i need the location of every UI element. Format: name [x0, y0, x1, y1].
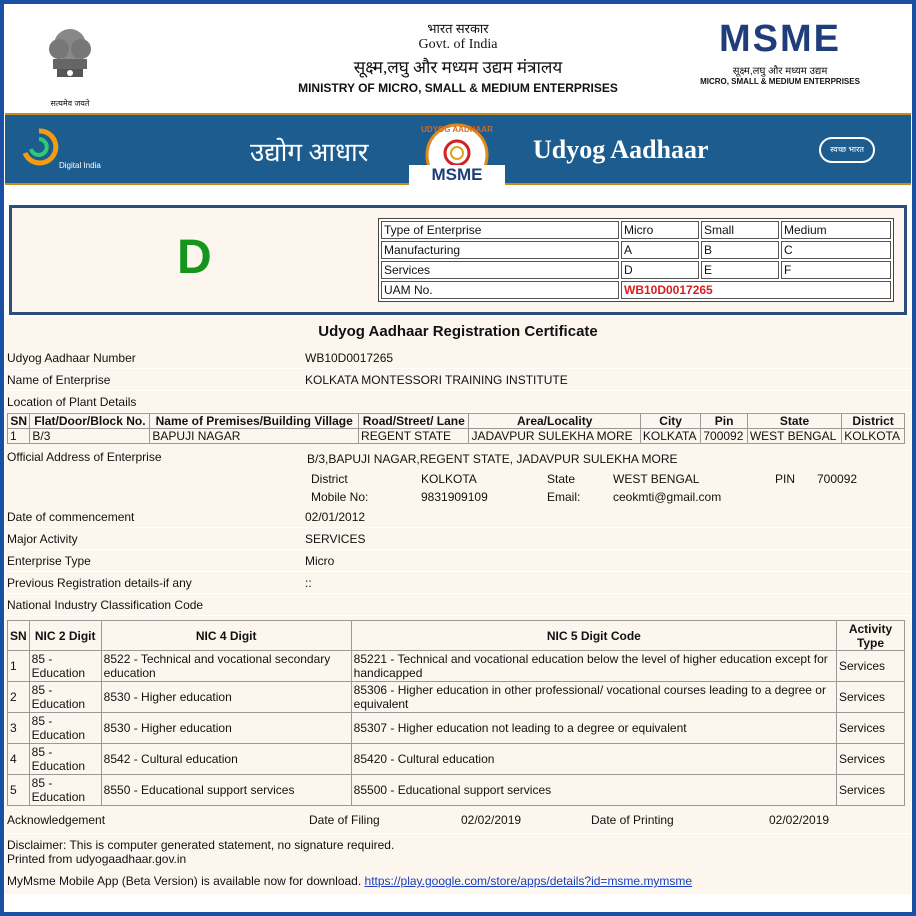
field-value: KOLKATA MONTESSORI TRAINING INSTITUTE — [305, 373, 568, 387]
field-value: SERVICES — [305, 532, 366, 546]
nic-cell: 85221 - Technical and vocational education below the level of higher education except for handicapped — [351, 651, 836, 682]
type-cell: B — [701, 241, 779, 259]
pin-label: PIN — [775, 472, 796, 486]
field-row — [5, 347, 911, 369]
app-text: MyMsme Mobile App (Beta Version) is available now for download. — [7, 874, 362, 888]
certificate-title: Udyog Aadhaar Registration Certificate — [318, 323, 598, 340]
field-label: Enterprise Type — [7, 554, 91, 568]
plant-header: Area/Locality — [469, 414, 640, 429]
seal-msme-text: MSME — [409, 165, 505, 185]
hindi-ministry: सूक्ष्म,लघु और मध्यम उद्यम मंत्रालय — [353, 58, 563, 77]
type-cell: A — [621, 241, 699, 259]
seal-top-text: UDYOG AADHAAR — [421, 125, 493, 134]
hindi-govt: भारत सरकार — [427, 21, 489, 36]
field-label: Location of Plant Details — [7, 395, 137, 409]
plant-cell: B/3 — [30, 429, 150, 444]
digital-india-icon — [19, 127, 59, 170]
field-row — [5, 528, 911, 550]
field-row — [5, 506, 911, 528]
plant-header: SN — [8, 414, 30, 429]
field-value: :: — [305, 576, 312, 590]
type-cell: Services — [381, 261, 619, 279]
nic-cell: 5 — [8, 775, 30, 806]
type-cell: Type of Enterprise — [381, 221, 619, 239]
nic-cell: 8542 - Cultural education — [101, 744, 351, 775]
app-notice — [5, 866, 911, 894]
nic-cell: 85306 - Higher education in other professional/ vocational courses leading to a degree or equivalent — [351, 682, 836, 713]
banner-hindi-title: उद्योग आधार — [250, 138, 369, 167]
nic-cell: Services — [837, 775, 905, 806]
nic-cell: 8530 - Higher education — [101, 682, 351, 713]
type-cell: E — [701, 261, 779, 279]
plant-header: Name of Premises/Building Village — [150, 414, 359, 429]
district-label: District — [311, 472, 348, 486]
field-label: Previous Registration details-if any — [7, 576, 192, 590]
plant-header: Pin — [701, 414, 747, 429]
msme-subtitle: MICRO, SMALL & MEDIUM ENTERPRISES — [700, 77, 860, 86]
emblem-caption: सत्यमेव जयते — [50, 99, 90, 108]
type-cell: Manufacturing — [381, 241, 619, 259]
nic-cell: 85420 - Cultural education — [351, 744, 836, 775]
field-label: Major Activity — [7, 532, 78, 546]
mobile-value: 9831909109 — [421, 490, 488, 504]
nic-cell: 85500 - Educational support services — [351, 775, 836, 806]
udyog-aadhaar-seal — [405, 119, 509, 185]
type-cell: Medium — [781, 221, 891, 239]
nic-cell: 8530 - Higher education — [101, 713, 351, 744]
field-row — [5, 594, 911, 616]
field-row — [5, 391, 911, 413]
type-cell: Micro — [621, 221, 699, 239]
printing-label: Date of Printing — [591, 813, 674, 827]
state-value: WEST BENGAL — [613, 472, 700, 486]
udyog-aadhaar-banner — [5, 113, 911, 185]
plant-header: State — [747, 414, 841, 429]
printing-date: 02/02/2019 — [769, 813, 830, 827]
nic-cell: 85 - Education — [29, 775, 101, 806]
disclaimer-text: Disclaimer: This is computer generated statement, no signature required. — [7, 838, 395, 852]
field-label: Name of Enterprise — [7, 373, 111, 387]
plant-header: City — [640, 414, 700, 429]
nic-code-table — [7, 620, 905, 806]
type-cell: Small — [701, 221, 779, 239]
nic-header: NIC 5 Digit Code — [351, 621, 836, 651]
mobile-label: Mobile No: — [311, 490, 369, 504]
plant-cell: BAPUJI NAGAR — [150, 429, 359, 444]
ack-label: Acknowledgement — [7, 813, 106, 827]
banner-title: Udyog Aadhaar — [533, 135, 709, 164]
plant-cell: KOLKATA — [640, 429, 700, 444]
govt-of-india: Govt. of India — [418, 37, 498, 52]
registration-certificate — [5, 317, 911, 894]
digital-india-label: Digital India — [59, 161, 101, 170]
state-label: State — [547, 472, 576, 486]
enterprise-category-box — [9, 205, 907, 315]
plant-header: Road/Street/ Lane — [359, 414, 469, 429]
plant-details-table — [7, 413, 905, 444]
nic-cell: 8550 - Educational support services — [101, 775, 351, 806]
plant-cell: WEST BENGAL — [747, 429, 841, 444]
field-label: Date of commencement — [7, 510, 135, 524]
filing-label: Date of Filing — [309, 813, 380, 827]
app-download-link[interactable]: https://play.google.com/store/apps/details?id=msme.mymsme — [364, 874, 693, 888]
header — [5, 5, 911, 113]
pin-value: 700092 — [817, 472, 858, 486]
plant-header: Flat/Door/Block No. — [30, 414, 150, 429]
field-label: National Industry Classification Code — [7, 598, 204, 612]
field-row — [5, 550, 911, 572]
uam-label: UAM No. — [381, 281, 619, 299]
nic-header: NIC 2 Digit — [29, 621, 101, 651]
uam-value: WB10D0017265 — [621, 281, 891, 299]
nic-cell: 1 — [8, 651, 30, 682]
msme-hindi: सूक्ष्म,लघु और मध्यम उद्यम — [732, 66, 828, 77]
ministry-name: MINISTRY OF MICRO, SMALL & MEDIUM ENTERPRISES — [298, 81, 618, 95]
plant-cell: 700092 — [701, 429, 747, 444]
certificate-page — [4, 4, 912, 912]
nic-cell: Services — [837, 651, 905, 682]
field-row — [5, 369, 911, 391]
plant-cell: JADAVPUR SULEKHA MORE — [469, 429, 640, 444]
enterprise-type-table — [378, 218, 894, 302]
category-letter: D — [177, 231, 212, 284]
nic-header: Activity Type — [837, 621, 905, 651]
msme-logo-text: MSME — [719, 18, 841, 60]
swachh-bharat-icon: स्वच्छ भारत — [819, 137, 875, 163]
nic-cell: 85 - Education — [29, 713, 101, 744]
plant-cell: 1 — [8, 429, 30, 444]
field-label: Udyog Aadhaar Number — [7, 351, 136, 365]
nic-cell: Services — [837, 682, 905, 713]
nic-cell: 3 — [8, 713, 30, 744]
msme-logo — [695, 19, 865, 99]
nic-cell: 2 — [8, 682, 30, 713]
address-label: Official Address of Enterprise — [7, 450, 162, 464]
field-value: Micro — [305, 554, 335, 568]
field-value: WB10D0017265 — [305, 351, 394, 365]
plant-header: District — [842, 414, 905, 429]
nic-header: NIC 4 Digit — [101, 621, 351, 651]
plant-cell: KOLKOTA — [842, 429, 905, 444]
district-value: KOLKOTA — [421, 472, 477, 486]
type-cell: C — [781, 241, 891, 259]
email-label: Email: — [547, 490, 581, 504]
address-line: B/3,BAPUJI NAGAR,REGENT STATE, JADAVPUR SULEKHA MORE — [307, 452, 678, 466]
nic-cell: 85307 - Higher education not leading to a degree or equivalent — [351, 713, 836, 744]
nic-cell: 8522 - Technical and vocational secondary education — [101, 651, 351, 682]
acknowledgement-row — [5, 806, 911, 834]
nic-cell: Services — [837, 744, 905, 775]
nic-cell: Services — [837, 713, 905, 744]
disclaimer — [5, 834, 911, 866]
plant-cell: REGENT STATE — [359, 429, 469, 444]
official-address — [5, 444, 911, 506]
type-cell: F — [781, 261, 891, 279]
field-row — [5, 572, 911, 594]
field-value: 02/01/2012 — [305, 510, 366, 524]
nic-cell: 4 — [8, 744, 30, 775]
printed-from: Printed from udyogaadhaar.gov.in — [7, 852, 187, 866]
nic-header: SN — [8, 621, 30, 651]
nic-cell: 85 - Education — [29, 744, 101, 775]
type-cell: D — [621, 261, 699, 279]
nic-cell: 85 - Education — [29, 682, 101, 713]
email-value: ceokmti@gmail.com — [613, 490, 722, 504]
filing-date: 02/02/2019 — [461, 813, 522, 827]
nic-cell: 85 - Education — [29, 651, 101, 682]
